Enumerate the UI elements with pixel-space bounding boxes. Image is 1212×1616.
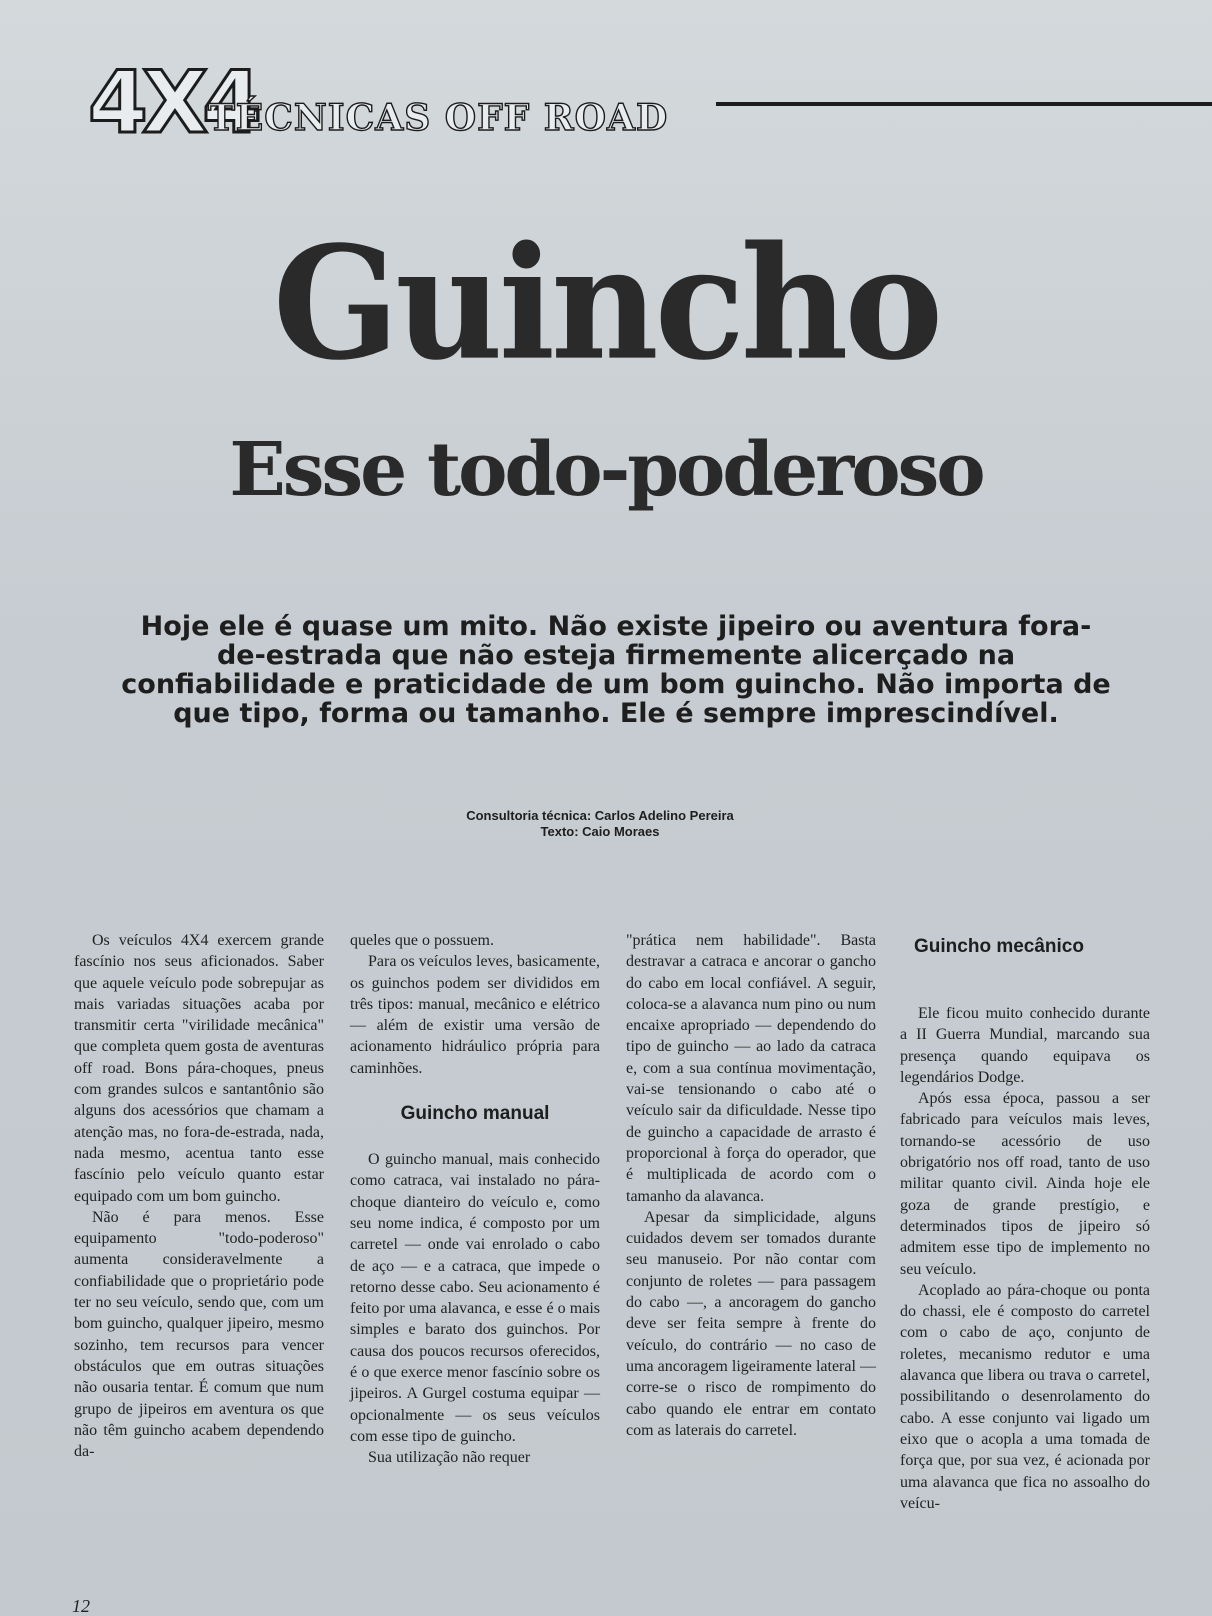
section-title: TÉCNICAS OFF ROAD [208,97,669,139]
subheading-mechanical-winch: Guincho mecânico [914,936,1084,957]
column-1 [74,930,324,1462]
section-header [88,53,1212,154]
paragraph: Para os veículos leves, basicamente, os guinchos podem ser divididos em três tipos: manual, mecânico e elétrico — além de existir uma versão de acionamento hidráulico própria para caminhões. [350,953,600,1077]
lead-paragraph: Hoje ele é quase um mito. Não existe jipeiro ou aventura fora-de-estrada que não esteja firmemente alicerçado na confiabilidade e praticidade de um bom guincho. Não importa de que tipo, forma ou tamanho. Ele é sempre imprescindível. [121,611,1111,729]
consultancy-credit: Consultoria técnica: Carlos Adelino Pereira [466,808,734,823]
paragraph: Apesar da simplicidade, alguns cuidados devem ser tomados durante seu manuseio. Por não contar com conjunto de roletes — para passagem do cabo —, a ancoragem do gancho deve ser feita sempre à frente do veículo, do contrário — no caso de uma ancoragem ligeiramente lateral — corre-se o risco de rompimento do cabo quando ele entrar em contato com as laterais do carretel. [626,1208,876,1439]
article-subtitle: Esse todo-poderoso [229,427,983,513]
paragraph: O guincho manual, mais conhecido como catraca, vai instalado no pára-choque dianteiro do veículo e, como seu nome indica, é composto por um carretel — onde vai enrolado o cabo de aço — e a catraca, que impede o retorno desse cabo. Seu acionamento é feito por uma alavanca, e esse é o mais simples e barato dos guinchos. Por causa dos poucos recursos oferecidos, é o que exerce menor fascínio sobre os jipeiros. A Gurgel costuma equipar — opcionalmente — os seus veículos com esse tipo de guincho. [350,1151,600,1445]
author-credit: Texto: Caio Moraes [540,824,660,839]
paragraph: "prática nem habilidade". Basta destravar a catraca e ancorar o gancho do cabo em local confiável. A seguir, coloca-se a alavanca num pino ou num encaixe apropriado — dependendo do tipo de guincho — ao lado da catraca e, com a sua contínua movimentação, vai-se tensionando o cabo até o veículo sair da dificuldade. Nesse tipo de guincho a capacidade de arrasto é proporcional à força do operador, que é multiplicada de acordo com o tamanho da alavanca. [626,932,876,1205]
subheading-manual-winch: Guincho manual [400,1103,550,1125]
paragraph: queles que o possuem. [350,932,494,949]
credits [380,808,820,840]
column-2 [350,930,600,1469]
paragraph: Acoplado ao pára-choque ou ponta do chassi, ele é composto do carretel com o cabo de aço, conjunto de roletes, mecanismo redutor e uma alavanca que libera ou trava o carretel, possibilitando o desenrolamento do cabo. A esse conjunto vai ligado um eixo que o acopla a uma tomada de força que, por sua vez, é acionada por uma alavanca que fica no assoalho do veícu- [900,1281,1150,1512]
page-number: 12 [72,1596,90,1616]
4x4-logo: 4X4 [88,53,256,153]
paragraph: Após essa época, passou a ser fabricado para veículos mais leves, tornando-se acessório de uso obrigatório nos off road, tanto de uso militar quanto civil. Ainda hoje ele goza de grande prestígio, e determinados tipos de jipeiro só admitem esse tipo de implemento no seu veículo. [900,1090,1150,1278]
column-3 [626,930,876,1441]
column-4 [900,930,1150,1514]
header-rule [716,102,1212,106]
paragraph: Os veículos 4X4 exercem grande fascínio nos seus aficionados. Saber que aquele veículo pode sobrepujar as mais variadas situações acaba por transmitir certa "virilidade mecânica" que completa quem gosta de aventuras off road. Bons pára-choques, pneus com grandes sulcos e santantônio são alguns dos acessórios que chamam a atenção mas, no fora-de-estrada, nada, nada mesmo, acentua tanto esse fascínio pelo veículo quanto estar equipado com um bom guincho. [74,932,324,1205]
paragraph: Não é para menos. Esse equipamento "todo-poderoso" aumenta consideravelmente a confiabilidade que o proprietário pode ter no seu veículo, sendo que, com um bom guincho, qualquer jipeiro, mesmo sozinho, tem recursos para vencer obstáculos que em outras situações não ousaria tentar. É comum que num grupo de jipeiros em aventura os que não têm guincho acabem dependendo da- [74,1208,324,1461]
article-title: Guincho [272,211,940,395]
paragraph: Ele ficou muito conhecido durante a II Guerra Mundial, marcando sua presença quando equipava os legendários Dodge. [900,1005,1150,1086]
paragraph: Sua utilização não requer [368,1449,531,1467]
